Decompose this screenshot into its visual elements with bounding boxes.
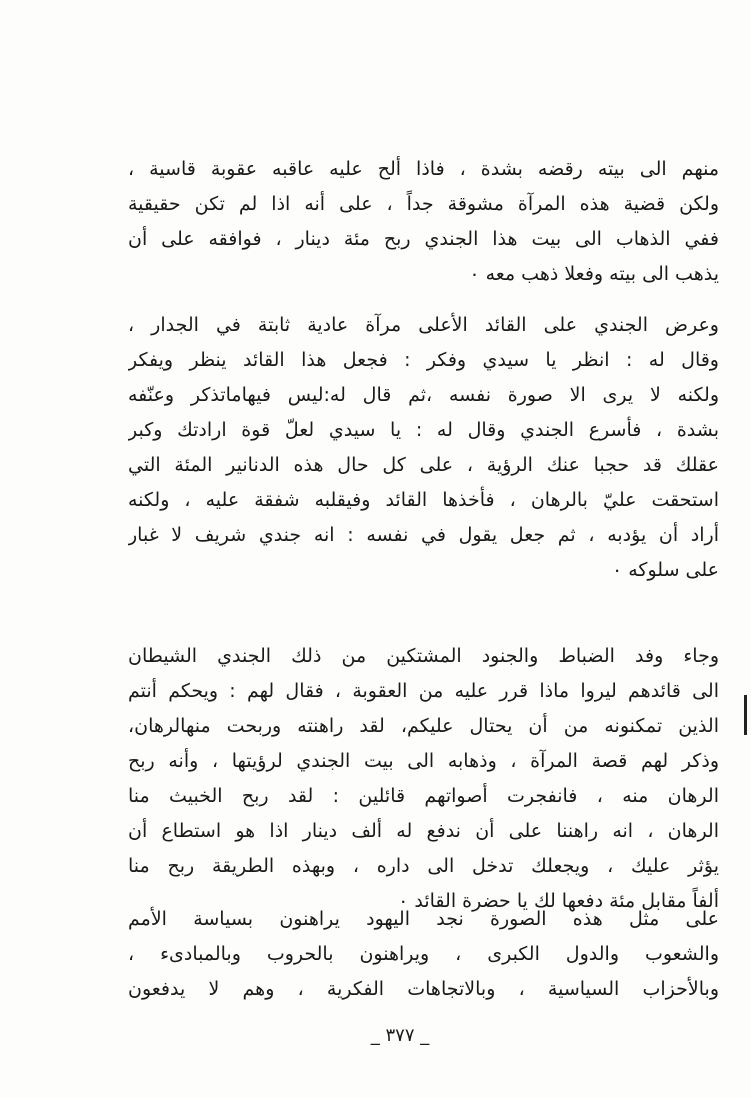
text-line: بشدة ، فأسرع الجندي وقال له : يا سيدي لعلّ قوة ارادتك وكبر [128, 419, 719, 441]
text-line: والشعوب والدول الكبرى ، ويراهنون بالحروب وبالمبادىء ، [128, 943, 719, 965]
text-line: ولكنه لا يرى الا صورة نفسه ،ثم قال له:ليس فيهاماتذكر وعنّفه [128, 384, 719, 406]
text-line: عقلك قد حجبا عنك الرؤية ، على كل حال هذه الدنانير المئة التي [128, 454, 719, 476]
text-line: الرهان ، انه راهننا على أن ندفع له ألف دينار اذا هو استطاع أن [128, 820, 719, 842]
text-line: وذكر لهم قصة المرآة ، وذهابه الى بيت الجندي لرؤيتها ، وأنه ربح [128, 750, 719, 772]
paragraph-4 [128, 902, 719, 1007]
text-line: ففي الذهاب الى بيت هذا الجندي ربح مئة دينار ، فوافقه على أن [128, 228, 719, 250]
margin-mark [744, 695, 747, 735]
text-line: وعرض الجندي على القائد الأعلى مرآة عادية ثابتة في الجدار ، [128, 314, 719, 336]
text-line: ألفاً مقابل مئة دفعها لك يا حضرة القائد ٠ [398, 890, 719, 912]
text-line: الذين تمكنونه من أن يحتال عليكم، لقد راهنته وربحت منهالرهان، [128, 715, 719, 737]
text-line: وبالأحزاب السياسية ، وبالاتجاهات الفكرية ، وهم لا يدفعون [128, 978, 719, 1000]
text-line: وقال له : انظر يا سيدي وفكر : فجعل هذا القائد ينظر ويفكر [128, 349, 719, 371]
text-line: الى قائدهم ليروا ماذا قرر عليه من العقوبة ، فقال لهم : ويحكم أنتم [128, 680, 719, 702]
text-line: وجاء وفد الضباط والجنود المشتكين من ذلك الجندي الشيطان [128, 645, 719, 667]
text-line: على سلوكه ٠ [611, 559, 719, 581]
paragraph-1 [128, 152, 719, 292]
paragraph-2 [128, 308, 719, 588]
text-line: ولكن قضية هذه المرآة مشوقة جداً ، على أنه اذا لم تكن حقيقية [128, 193, 719, 215]
page-number: _ ٣٧٧ _ [370, 1025, 430, 1046]
text-line: يذهب الى بيته وفعلا ذهب معه ٠ [469, 263, 719, 285]
text-line: على مثل هذه الصورة نجد اليهود يراهنون بسياسة الأمم [128, 908, 719, 930]
text-line: الرهان منه ، فانفجرت أصواتهم قائلين : لقد ربح الخبيث منا [128, 785, 719, 807]
text-line: يؤثر عليك ، ويجعلك تدخل الى داره ، وبهذه الطريقة ربح منا [128, 855, 719, 877]
paragraph-3 [128, 639, 719, 919]
text-line: منهم الى بيته رقضه بشدة ، فاذا ألح عليه عاقبه عقوبة قاسية ، [128, 158, 719, 180]
text-line: أراد أن يؤدبه ، ثم جعل يقول في نفسه : انه جندي شريف لا غبار [128, 524, 719, 546]
text-line: استحقت عليّ بالرهان ، فأخذها القائد وفيقلبه شفقة عليه ، ولكنه [128, 489, 719, 511]
